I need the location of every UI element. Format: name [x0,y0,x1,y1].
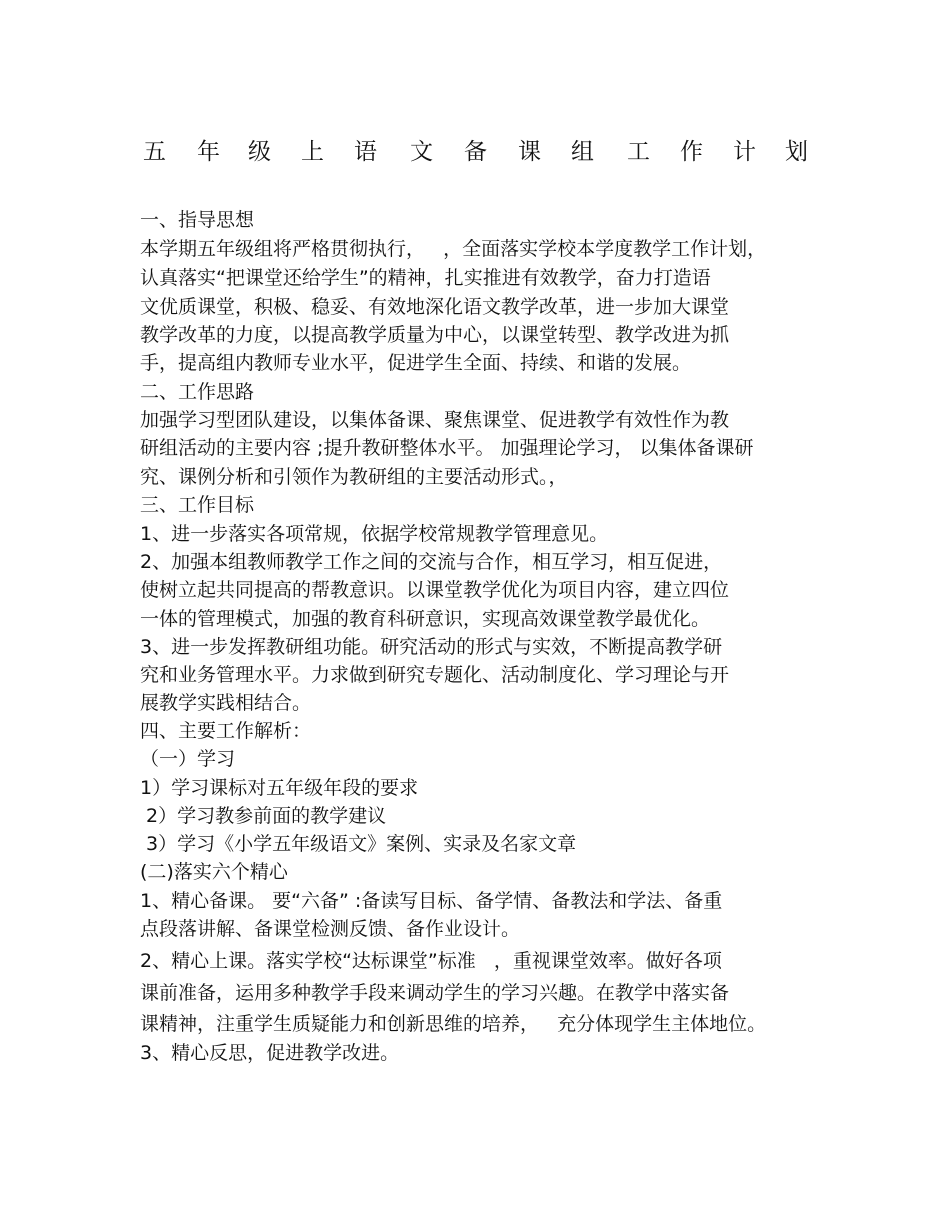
body-line: 1、进一步落实各项常规，依据学校常规教学管理意见。 [140,523,609,545]
body-line: 究和业务管理水平。力求做到研究专题化、活动制度化、学习理论与开 [140,664,730,686]
section-heading: 二、工作思路 [140,381,255,403]
title-char: 计 [733,139,756,165]
body-line: 认真落实“把课堂还给学生”的精神，扎实推进有效教学，奋力打造语 [140,267,711,289]
body-line: 究、课例分析和引领作为教研组的主要活动形式。， [140,466,568,488]
section-heading: 四、主要工作解析： [140,720,312,742]
body-line: 手，提高组内教师专业水平，促进学生全面、持续、和谐的发展。 [140,352,692,374]
document-title [0,137,950,169]
title-char: 工 [627,139,650,165]
body-line: 点段落讲解、备课堂检测反馈、备作业设计。 [140,918,521,940]
title-char: 备 [464,139,487,165]
body-line: 使树立起共同提高的帮教意识。以课堂教学优化为项目内容，建立四位 [140,579,730,601]
subsection-heading: （一）学习 [140,748,236,770]
section-heading: 一、指导思想 [140,209,255,231]
body-line: 2、精心上课。落实学校“达标课堂”标准 ，重视课堂效率。做好各项 [140,950,722,972]
title-char: 课 [518,139,541,165]
body-line: 课精神，注重学生质疑能力和创新思维的培养， 充分体现学生主体地位。 [140,1013,767,1035]
body-line: 一体的管理模式，加强的教育科研意识，实现高效课堂教学最优化。 [140,608,711,630]
title-char: 五 [143,139,166,165]
subsection-heading: (二)落实六个精心 [140,861,288,883]
title-char: 上 [301,139,324,165]
title-char: 作 [680,139,703,165]
body-line: 展教学实践相结合。 [140,692,312,714]
body-line: 加强学习型团队建设，以集体备课、聚焦课堂、促进教学有效性作为教 [140,409,730,431]
body-line: 文优质课堂，积极、稳妥、有效地深化语文教学改革，进一步加大课堂 [140,296,730,318]
body-line: 课前准备，运用多种教学手段来调动学生的学习兴趣。在教学中落实备 [140,982,730,1004]
title-char: 年 [197,139,220,165]
title-char: 组 [571,139,594,165]
body-line: 研组活动的主要内容 ;提升教研整体水平。 加强理论学习， 以集体备课研 [140,437,754,459]
list-item: 1）学习课标对五年级年段的要求 [140,777,419,799]
body-line: 教学改革的力度，以提高教学质量为中心，以课堂转型、教学改进为抓 [140,324,730,346]
title-char: 划 [785,139,808,165]
body-line: 1、精心备课。 要“六备” :备读写目标、备学情、备教法和学法、备重 [140,890,723,912]
title-char: 级 [248,139,271,165]
title-char: 文 [410,139,433,165]
body-line: 本学期五年级组将严格贯彻执行， ，全面落实学校本学度教学工作计划， [140,238,767,260]
list-item: 3）学习《小学五年级语文》案例、实录及名家文章 [140,833,577,855]
body-line: 2、加强本组教师教学工作之间的交流与合作，相互学习，相互促进， [140,551,723,573]
title-char: 语 [354,139,377,165]
section-heading: 三、工作目标 [140,494,255,516]
body-line: 3、精心反思，促进教学改进。 [140,1042,400,1064]
body-line: 3、进一步发挥教研组功能。研究活动的形式与实效，不断提高教学研 [140,636,723,658]
list-item: 2）学习教参前面的教学建议 [140,805,387,827]
